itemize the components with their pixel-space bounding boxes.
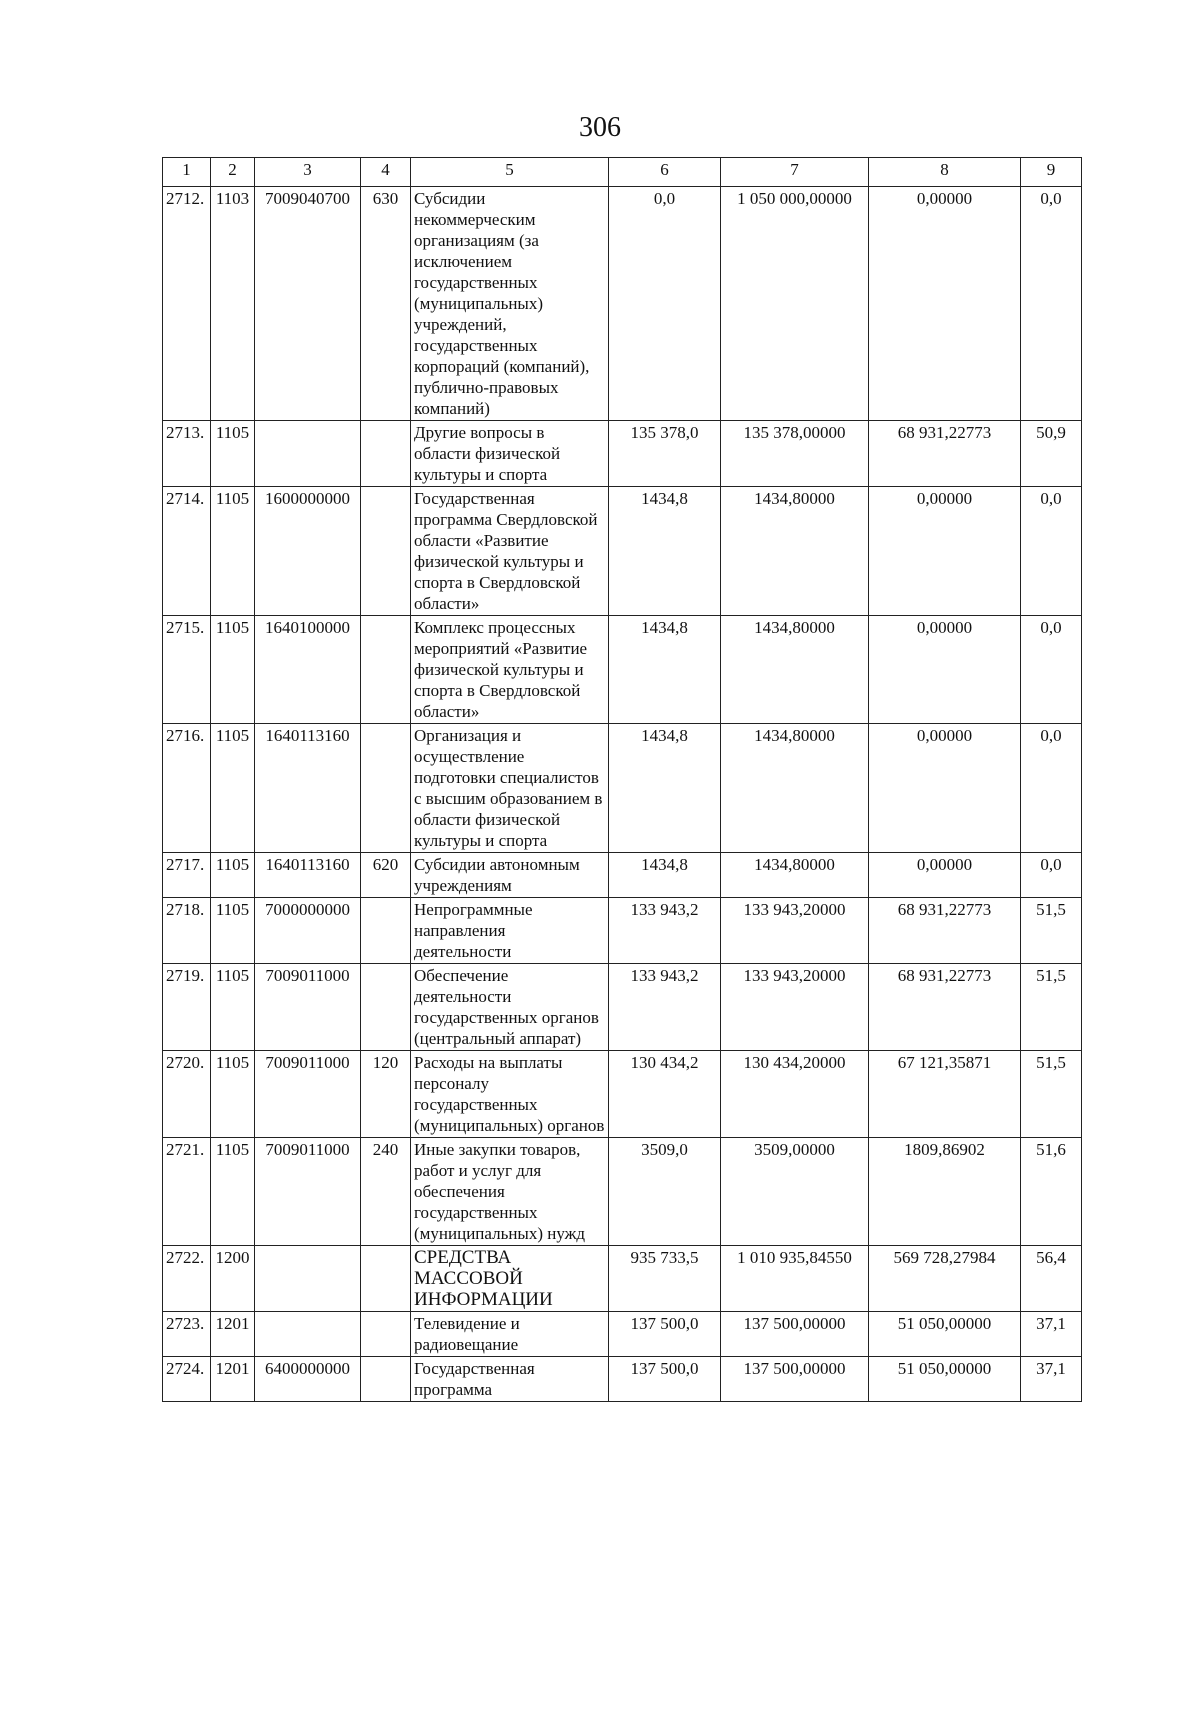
table-row xyxy=(163,421,1082,487)
plan-amount: 1434,8 xyxy=(609,853,721,898)
table-row xyxy=(163,964,1082,1051)
section-code: 1105 xyxy=(211,487,255,616)
row-number: 2721. xyxy=(163,1138,211,1246)
refined-amount: 133 943,20000 xyxy=(721,898,869,964)
execution-percent: 37,1 xyxy=(1021,1357,1082,1402)
refined-amount: 1434,80000 xyxy=(721,487,869,616)
item-name: Государственная программа xyxy=(411,1357,609,1402)
row-number: 2714. xyxy=(163,487,211,616)
item-name: Обеспечение деятельности государственных органов (центральный аппарат) xyxy=(411,964,609,1051)
expense-type xyxy=(361,1246,411,1312)
refined-amount: 1434,80000 xyxy=(721,724,869,853)
target-code: 1640113160 xyxy=(255,853,361,898)
table-header-row xyxy=(163,158,1082,187)
refined-amount: 1434,80000 xyxy=(721,616,869,724)
plan-amount: 130 434,2 xyxy=(609,1051,721,1138)
target-code xyxy=(255,421,361,487)
section-code: 1105 xyxy=(211,898,255,964)
expense-type xyxy=(361,421,411,487)
execution-percent: 0,0 xyxy=(1021,616,1082,724)
expense-type xyxy=(361,487,411,616)
execution-percent: 0,0 xyxy=(1021,724,1082,853)
target-code: 7009011000 xyxy=(255,964,361,1051)
execution-percent: 37,1 xyxy=(1021,1312,1082,1357)
expense-type xyxy=(361,724,411,853)
executed-amount: 1809,86902 xyxy=(869,1138,1021,1246)
target-code: 7009011000 xyxy=(255,1138,361,1246)
plan-amount: 935 733,5 xyxy=(609,1246,721,1312)
execution-percent: 51,5 xyxy=(1021,964,1082,1051)
target-code: 1640113160 xyxy=(255,724,361,853)
row-number: 2717. xyxy=(163,853,211,898)
expense-type xyxy=(361,616,411,724)
row-number: 2723. xyxy=(163,1312,211,1357)
refined-amount: 1434,80000 xyxy=(721,853,869,898)
refined-amount: 130 434,20000 xyxy=(721,1051,869,1138)
item-name: Другие вопросы в области физической культуры и спорта xyxy=(411,421,609,487)
item-name: Иные закупки товаров, работ и услуг для обеспечения государственных (муниципальных) нужд xyxy=(411,1138,609,1246)
table-row xyxy=(163,898,1082,964)
plan-amount: 135 378,0 xyxy=(609,421,721,487)
item-name: Субсидии некоммерческим организациям (за исключением государственных (муниципальных) учреждений, государственных корпораций (компаний), публично-правовых компаний) xyxy=(411,187,609,421)
execution-percent: 51,5 xyxy=(1021,898,1082,964)
execution-percent: 0,0 xyxy=(1021,853,1082,898)
section-code: 1105 xyxy=(211,1138,255,1246)
item-name: Организация и осуществление подготовки специалистов с высшим образованием в области физической культуры и спорта xyxy=(411,724,609,853)
execution-percent: 56,4 xyxy=(1021,1246,1082,1312)
column-header: 2 xyxy=(211,158,255,187)
executed-amount: 67 121,35871 xyxy=(869,1051,1021,1138)
refined-amount: 3509,00000 xyxy=(721,1138,869,1246)
row-number: 2716. xyxy=(163,724,211,853)
refined-amount: 1 050 000,00000 xyxy=(721,187,869,421)
item-name: Расходы на выплаты персоналу государственных (муниципальных) органов xyxy=(411,1051,609,1138)
execution-percent: 51,6 xyxy=(1021,1138,1082,1246)
row-number: 2720. xyxy=(163,1051,211,1138)
expense-type: 120 xyxy=(361,1051,411,1138)
item-name: СРЕДСТВА МАССОВОЙ ИНФОРМАЦИИ xyxy=(411,1246,609,1312)
refined-amount: 135 378,00000 xyxy=(721,421,869,487)
table-row xyxy=(163,487,1082,616)
execution-percent: 51,5 xyxy=(1021,1051,1082,1138)
column-header: 1 xyxy=(163,158,211,187)
expense-type xyxy=(361,1357,411,1402)
target-code xyxy=(255,1312,361,1357)
plan-amount: 133 943,2 xyxy=(609,898,721,964)
plan-amount: 1434,8 xyxy=(609,724,721,853)
column-header: 9 xyxy=(1021,158,1082,187)
row-number: 2719. xyxy=(163,964,211,1051)
table-row xyxy=(163,1312,1082,1357)
execution-percent: 0,0 xyxy=(1021,187,1082,421)
page-number: 306 xyxy=(579,112,621,143)
column-header: 6 xyxy=(609,158,721,187)
expense-type xyxy=(361,898,411,964)
item-name: Комплекс процессных мероприятий «Развитие физической культуры и спорта в Свердловской области» xyxy=(411,616,609,724)
plan-amount: 1434,8 xyxy=(609,487,721,616)
row-number: 2715. xyxy=(163,616,211,724)
executed-amount: 68 931,22773 xyxy=(869,421,1021,487)
refined-amount: 1 010 935,84550 xyxy=(721,1246,869,1312)
executed-amount: 51 050,00000 xyxy=(869,1312,1021,1357)
column-header: 8 xyxy=(869,158,1021,187)
table-row xyxy=(163,1246,1082,1312)
item-name: Непрограммные направления деятельности xyxy=(411,898,609,964)
target-code: 7000000000 xyxy=(255,898,361,964)
refined-amount: 133 943,20000 xyxy=(721,964,869,1051)
plan-amount: 133 943,2 xyxy=(609,964,721,1051)
execution-percent: 50,9 xyxy=(1021,421,1082,487)
expense-type xyxy=(361,1312,411,1357)
expense-type xyxy=(361,964,411,1051)
expense-type: 620 xyxy=(361,853,411,898)
column-header: 7 xyxy=(721,158,869,187)
item-name: Государственная программа Свердловской области «Развитие физической культуры и спорта в Свердловской области» xyxy=(411,487,609,616)
column-header: 3 xyxy=(255,158,361,187)
executed-amount: 0,00000 xyxy=(869,187,1021,421)
table-row xyxy=(163,187,1082,421)
executed-amount: 569 728,27984 xyxy=(869,1246,1021,1312)
executed-amount: 0,00000 xyxy=(869,616,1021,724)
expense-type: 240 xyxy=(361,1138,411,1246)
item-name: Субсидии автономным учреждениям xyxy=(411,853,609,898)
table-row xyxy=(163,616,1082,724)
section-code: 1105 xyxy=(211,964,255,1051)
section-code: 1105 xyxy=(211,616,255,724)
table-row xyxy=(163,1051,1082,1138)
executed-amount: 0,00000 xyxy=(869,853,1021,898)
target-code: 1640100000 xyxy=(255,616,361,724)
target-code xyxy=(255,1246,361,1312)
execution-percent: 0,0 xyxy=(1021,487,1082,616)
column-header: 5 xyxy=(411,158,609,187)
executed-amount: 0,00000 xyxy=(869,724,1021,853)
section-code: 1201 xyxy=(211,1312,255,1357)
budget-table xyxy=(162,157,1082,1402)
plan-amount: 137 500,0 xyxy=(609,1312,721,1357)
item-name: Телевидение и радиовещание xyxy=(411,1312,609,1357)
row-number: 2718. xyxy=(163,898,211,964)
plan-amount: 1434,8 xyxy=(609,616,721,724)
section-code: 1200 xyxy=(211,1246,255,1312)
executed-amount: 68 931,22773 xyxy=(869,964,1021,1051)
plan-amount: 0,0 xyxy=(609,187,721,421)
row-number: 2724. xyxy=(163,1357,211,1402)
target-code: 6400000000 xyxy=(255,1357,361,1402)
row-number: 2713. xyxy=(163,421,211,487)
table-row xyxy=(163,724,1082,853)
section-code: 1103 xyxy=(211,187,255,421)
target-code: 7009011000 xyxy=(255,1051,361,1138)
refined-amount: 137 500,00000 xyxy=(721,1357,869,1402)
target-code: 1600000000 xyxy=(255,487,361,616)
section-code: 1105 xyxy=(211,1051,255,1138)
target-code: 7009040700 xyxy=(255,187,361,421)
section-code: 1105 xyxy=(211,421,255,487)
section-code: 1105 xyxy=(211,853,255,898)
section-code: 1201 xyxy=(211,1357,255,1402)
plan-amount: 3509,0 xyxy=(609,1138,721,1246)
plan-amount: 137 500,0 xyxy=(609,1357,721,1402)
executed-amount: 0,00000 xyxy=(869,487,1021,616)
table-row xyxy=(163,1357,1082,1402)
executed-amount: 68 931,22773 xyxy=(869,898,1021,964)
table-row xyxy=(163,1138,1082,1246)
executed-amount: 51 050,00000 xyxy=(869,1357,1021,1402)
row-number: 2712. xyxy=(163,187,211,421)
row-number: 2722. xyxy=(163,1246,211,1312)
expense-type: 630 xyxy=(361,187,411,421)
section-code: 1105 xyxy=(211,724,255,853)
table-row xyxy=(163,853,1082,898)
refined-amount: 137 500,00000 xyxy=(721,1312,869,1357)
column-header: 4 xyxy=(361,158,411,187)
